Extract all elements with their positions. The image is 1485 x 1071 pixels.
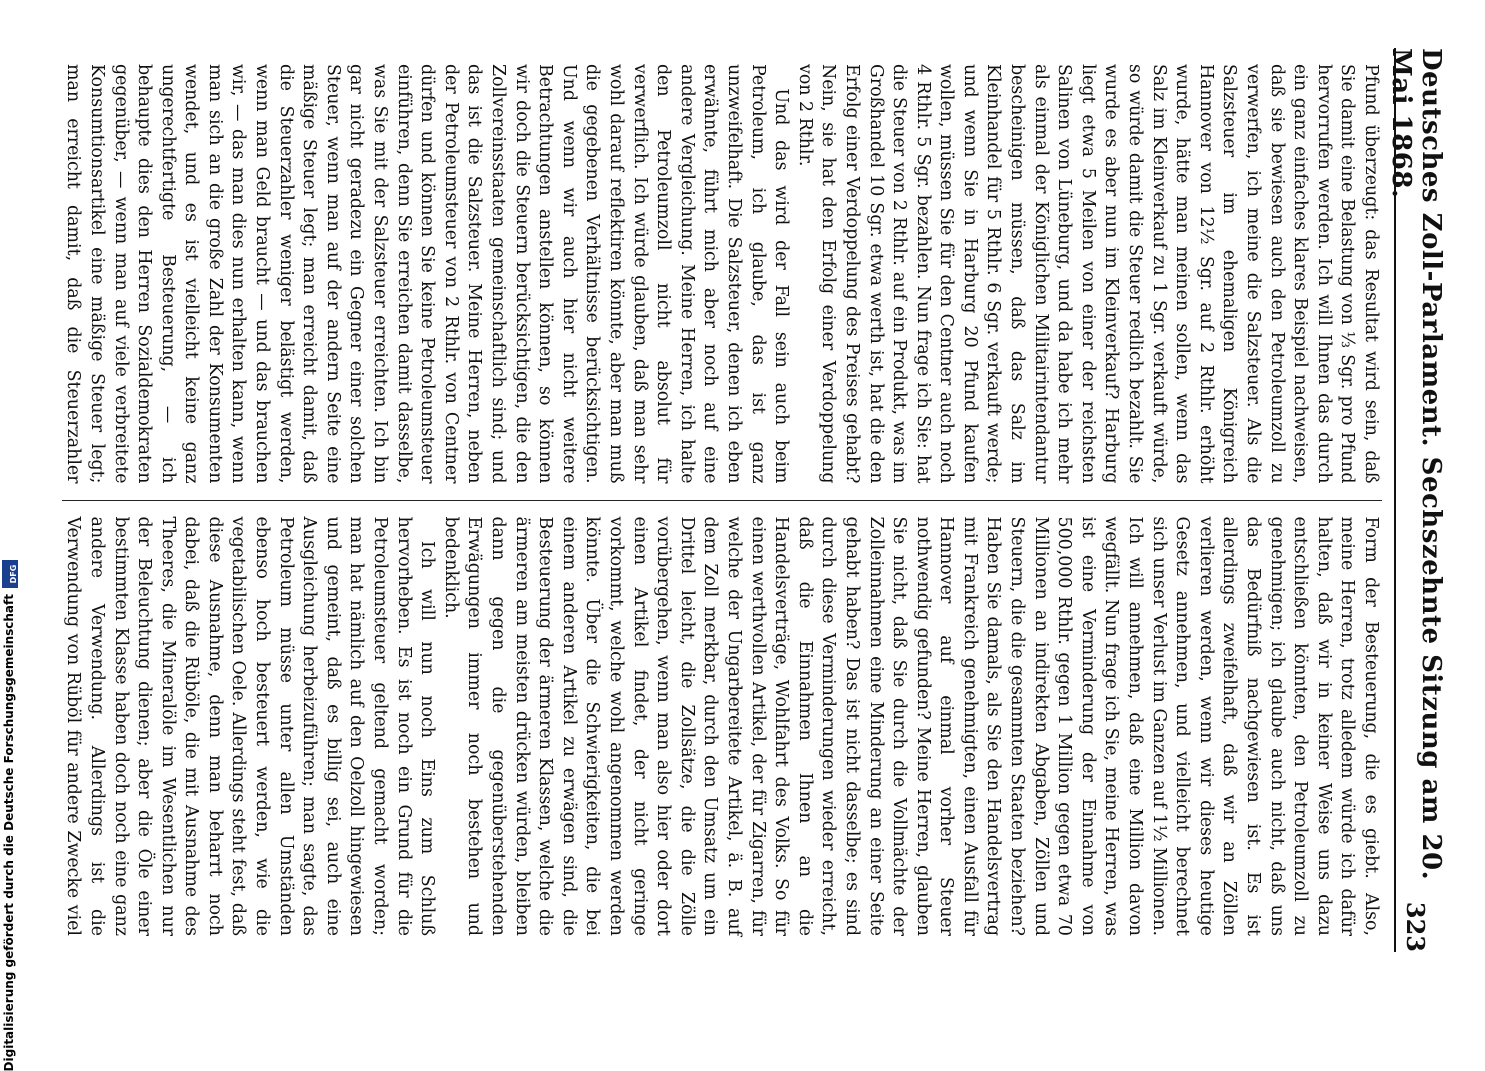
paragraph: Und das wird der Fall sein auch beim Petroleum, ich glaube, das ist ganz unzweifelhaft. Die Salzsteuer, denen ich eben erwähnte, führt mich aber noch auf eine andere Vergleichung. Meine Herren, ich halte den Petroleumzoll nicht absolut für verwerflich. Ich würde glauben, daß man sehr wohl darauf reflektiren könnte, aber man muß die gegebenen Verhältnisse berücksichtigen. Und wenn wir auch hier nicht weitere Betrachtungen anstellen können, so können wir doch die Steuern berücksichtigen, die den Zollvereinsstaaten gemeinschaftlich sind; und das ist die Salzsteuer. Meine Herren, neben der Petroleumsteuer von 2 Rthlr. von Centner dürfen und können Sie keine Petroleumsteuer einführen, denn Sie erreichen damit dasselbe, was Sie mit der Salzsteuer erreichten. Ich bin gar nicht geradezu ein Gegner einer solchen Steuer, wenn man auf der andern Seite eine mäßige Steuer legt; man erreicht damit, daß die Steuerzahler weniger belästigt werden, wenn man Geld braucht — und das brauchen wir, — das man dies nun erhalten kann, wenn man sich an die große Zahl der Konsumenten wendet, und es ist vielleicht keine ganz ungerechtfertigte Besteuerung, — ich behaupte dies den Herren Sozialdemokraten gegenüber, — wenn man auf viele verbreitete Konsumtionsartikel eine mäßige Steuer legt; man erreicht damit, daß die Steuerzahler [63,64,792,484]
right-column [62,501,1382,953]
page-header [1386,48,1446,952]
paragraph: Pfund überzeugt: das Resultat wird sein, daß Sie damit eine Belastung von ⅓ Sgr. pro Pfund hervorrufen werden. Ich will Ihnen das durch ein ganz einfaches klares Beispiel nachweisen, daß sie bewiesen auch den Petroleumzoll zu verwerfen, ich meine die Salzsteuer. Als die Salzsteuer im ehemaligen Königreich Hannover von 12½ Sgr. auf 2 Rthlr. erhöht wurde, hätte man meinen sollen, wenn das Salz im Kleinverkauf zu 1 Sgr. verkauft würde, so würde damit die Steuer redlich bezahlt. Sie wurde es aber nun im Kleinverkauf? Harburg liegt etwa 5 Meilen von einer der reichsten Salinen von Lüneburg, und da habe ich mehr als einmal der Königlichen Militairintendantur bescheinigen müssen, daß das Salz im Kleinhandel für 5 Rthlr. 6 Sgr. verkauft werde; und wenn Sie in Harburg 20 Pfund kaufen wollen, müssen Sie für den Centner auch noch 4 Rthlr. 5 Sgr. bezahlen. Nun frage ich Sie: hat die Steuer von 2 Rthlr. auf ein Produkt, was im Großhandel 10 Sgr. etwa werth ist, hat die den Erfolg einer Verdoppelung des Preises gehabt? Nein, sie hat den Erfolg einer Verdoppelung von 2 Rthlr. [794,64,1381,484]
digitization-note: Digitalisierung gefördert durch die Deutsche Forschungsgemeinschaft [2,594,16,1071]
digitization-strip [2,560,18,1071]
page-number: 323 [1401,901,1431,952]
dfg-logo [2,560,18,588]
dfg-logo-text: DFG [9,564,18,584]
scanned-page [32,10,1452,990]
paragraph: Form der Besteuerung, die es giebt. Also, meine Herren, trotz alledem würde ich dafür halten, daß wir in keiner Weise uns dazu entschließen könnten, den Petroleumzoll zu genehmigen; ich glaube auch nicht, daß uns das Bedürfniß nachgewiesen ist. Es ist allerdings zweifelhaft, daß wir an Zöllen verlieren werden, wenn wir dieses heutige Gesetz annehmen, und vielleicht berechnet sich unser Verlust im Ganzen auf 1½ Millionen. Ich will annehmen, daß eine Million davon wegfällt. Nun frage ich Sie, meine Herren, was ist eine Verminderung der Einnahme von 500,000 Rthlr. gegen 1 Million gegen etwa 70 Millionen an indirekten Abgaben, Zöllen und Steuern, die die gesammten Staaten beziehen? Haben Sie damals, als Sie den Handelsvertrag mit Frankreich genehmigten, einen Ausfall für Hannover auf einmal vorher Steuer nothwendig gefunden? Meine Herren, glauben Sie nicht, daß Sie durch die Vollmächte der Zolleinnahmen eine Minderung an einer Seite gehabt haben? Das ist nicht dasselbe; es sind durch diese Verminderungen wieder erreicht, daß die Einnahmen Ihnen an die Handelsverträge, Wohlfahrt des Volks. So für einen werthvollen Artikel, der für Zigarren, für welche der Ungarbereitete Artikel, ä. B. auf dem Zoll merkbar, durch den Umsatz um ein Drittel leicht, die Zollsätze, die die Zölle vorübergehen, wenn man also hier oder dort einen Artikel findet, der nicht geringe vorkommt, welche wohl angenommen werden könnte. Über die Schwierigkeiten, die bei einem anderen Artikel zu erwägen sind, die Besteuerung der ärmeren Klassen, welche die ärmeren am meisten drücken würden, bleiben dann gegen die gegenüberstehenden Erwägungen immer noch bestehen und bedenklich. [440,516,1381,936]
left-column [62,48,1382,500]
header-title: Deutsches Zoll-Parlament. Sechszehnte Sitzung am 20. Mai 1868. [1386,48,1446,881]
text-columns [62,48,1382,952]
paragraph: Ich will nun noch Eins zum Schluß hervorheben. Es ist noch ein Grund für die Petroleumsteuer geltend gemacht worden; man hat nämlich auf den Oelzoll hingewiesen und gemeint, daß es billig sei, auch eine Ausgleichung herbeizuführen; man sagte, das Petroleum müsse unter allen Umständen ebenso hoch besteuert werden, wie die vegetabilischen Oele. Allerdings steht fest, daß diese Ausnahme, denn man beharrt noch dabei, daß die Rüböle, die mit Ausnahme des Theeres, die Mineralöle im Wesentlichen nur der Beleuchtung dienen; aber die Öle einer bestimmten Klasse haben doch noch eine ganz andere Verwendung. Allerdings ist die Verwendung von Rüböl für andere Zwecke viel [63,516,438,936]
